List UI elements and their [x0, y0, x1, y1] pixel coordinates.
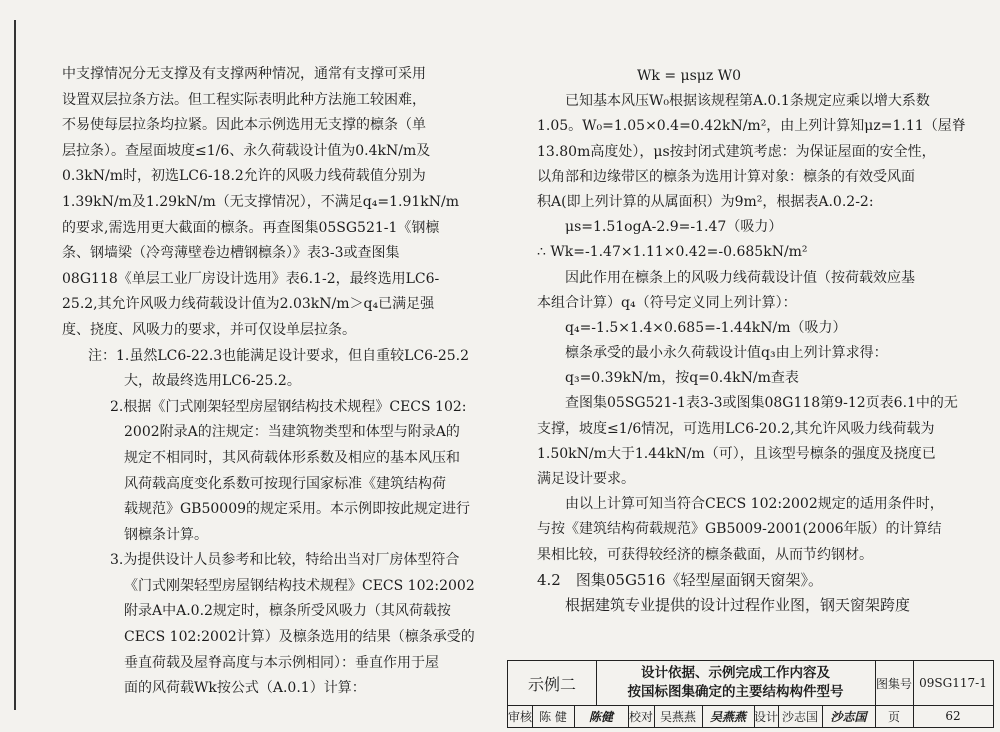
left-column	[62, 62, 494, 702]
text-line: 由以上计算可知当符合CECS 102:2002规定的适用条件时，	[565, 496, 944, 513]
formula-wk: ∴ Wk=-1.47×1.11×0.42=-0.685kN/m²	[537, 244, 808, 261]
text-line: 中支撑情况分无支撑及有支撑两种情况，通常有支撑可采用	[62, 66, 426, 82]
note-2-line: 载规范》GB50009的规定采用。本示例即按此规定进行	[124, 501, 471, 518]
text-line: 支撑，坡度≤1/6情况，可选用LC6-20.2,其允许风吸力线荷载为	[537, 420, 935, 437]
page-label: 页	[887, 709, 900, 724]
note-1-line: 大，故最终选用LC6-25.2。	[124, 373, 301, 390]
atlas-number: 09SG117-1	[919, 676, 987, 690]
design-label: 设计	[754, 709, 779, 724]
text-line: q₃=0.39kN/m，按q=0.4kN/m查表	[565, 370, 799, 387]
atlas-number-label: 图集号	[875, 676, 912, 691]
note-2-line: 2.根据《门式刚架轻型房屋钢结构技术规程》CECS 102:	[110, 398, 467, 415]
note-2-line: 规定不相同时，其风荷载体形系数及相应的基本风压和	[124, 449, 460, 466]
text-line: 1.05。W₀=1.05×0.4=0.42kN/m²，由上列计算知μz=1.11（屋脊	[537, 118, 966, 135]
notes	[62, 344, 494, 702]
checker-signature: 吴燕燕	[709, 709, 746, 724]
text-line: 檩条承受的最小永久荷载设计值q₃由上列计算求得：	[565, 345, 888, 362]
text-line: 设置双层拉条方法。但工程实际表明此种方法施工较困难，	[62, 91, 426, 108]
text-line: 08G118《单层工业厂房设计选用》表6.1-2，最终选用LC6-	[62, 270, 440, 287]
text-line: 以角部和边缘带区的檩条为选用计算对象：檩条的有效受风面	[537, 168, 915, 185]
text-line: 查图集05SG521-1表3-3或图集08G118第9-12页表6.1中的无	[565, 395, 958, 412]
note-3-line: 面的风荷载Wk按公式（A.0.1）计算：	[124, 680, 366, 697]
drawing-title-line: 按国标图集确定的主要结构构件型号	[627, 684, 844, 700]
text-line: 不易使每层拉条均拉紧。因此本示例选用无支撑的檩条（单	[62, 117, 426, 134]
text-line: 25.2,其允许风吸力线荷载设计值为2.03kN/m＞q₄已满足强	[62, 296, 435, 313]
text-line: 1.50kN/m大于1.44kN/m（可），且该型号檩条的强度及挠度已	[537, 445, 936, 462]
text-line: 层拉条）。查屋面坡度≤1/6、永久荷载设计值为0.4kN/m及	[62, 142, 431, 159]
note-3-line: 3.为提供设计人员参考和比较，特给出当对厂房体型符合	[110, 552, 460, 569]
review-label: 审核	[508, 709, 533, 724]
title-block	[507, 660, 994, 728]
example-label: 示例二	[527, 674, 576, 694]
text-line: 0.3kN/m时，初选LC6-18.2允许的风吸力线荷载值分别为	[62, 168, 426, 185]
text-line: 已知基本风压W₀根据该规程第A.0.1条规定应乘以增大系数	[565, 93, 930, 110]
formula-mus: μs=1.51ogA-2.9=-1.47（吸力）	[565, 219, 783, 236]
note-2-line: 2002附录A的注规定：当建筑物类型和体型与附录A的	[124, 424, 460, 441]
formula-wk-main: Wk = μsμz W0	[637, 68, 742, 84]
text-line: 果相比较，可获得较经济的檩条截面，从而节约钢材。	[537, 546, 873, 563]
reviewer-signature: 陈健	[588, 709, 613, 724]
note-3-line: 《门式刚架轻型房屋钢结构技术规程》CECS 102:2002	[124, 577, 475, 594]
text-line: 1.39kN/m及1.29kN/m（无支撑情况），不满足q₄=1.91kN/m	[62, 193, 459, 210]
binding-border	[14, 20, 16, 710]
formula-q4: q₄=-1.5×1.4×0.685=-1.44kN/m（吸力）	[565, 319, 847, 336]
text-line: 13.80m高度处），μs按封闭式建筑考虑：为保证屋面的安全性，	[537, 143, 936, 160]
text-line: 满足设计要求。	[537, 471, 635, 487]
drawing-title	[596, 661, 875, 705]
text-line: 与按《建筑结构荷载规范》GB5009-2001(2006年版）的计算结	[537, 521, 942, 538]
note-2-line: 风荷载高度变化系数可按现行国家标准《建筑结构荷	[124, 475, 446, 492]
note-1-line: 注：1.虽然LC6-22.3也能满足设计要求，但自重较LC6-25.2	[88, 347, 469, 364]
note-2-line: 钢檩条计算。	[124, 526, 208, 543]
text-line: 本组合计算）q₄（符号定义同上列计算）：	[537, 294, 797, 311]
designer-name: 沙志国	[781, 709, 818, 724]
checker-name: 吴燕燕	[659, 709, 696, 724]
designer-signature: 沙志国	[830, 709, 867, 724]
text-line: 条、钢墙梁（冷弯薄壁卷边槽钢檩条）》表3-3或查图集	[62, 245, 400, 262]
reviewer-name: 陈 健	[539, 709, 567, 724]
note-3-line: 垂直荷载及屋脊高度与本示例相同）：垂直作用于屋	[124, 654, 439, 671]
section-heading: 4.2 图集05G516《轻型屋面钢天窗架》。	[537, 570, 824, 589]
text-line: 根据建筑专业提供的设计过程作业图，钢天窗架跨度	[565, 595, 911, 614]
text-line: 的要求,需选用更大截面的檩条。再查图集05SG521-1《钢檩	[62, 219, 440, 236]
note-3-line: CECS 102:2002计算）及檩条选用的结果（檩条承受的	[124, 629, 475, 646]
text-line: 因此作用在檩条上的风吸力线荷载设计值（按荷载效应基	[565, 269, 915, 286]
right-column	[537, 64, 975, 618]
note-3-line: 附录A中A.0.2规定时，檩条所受风吸力（其风荷载按	[124, 603, 451, 620]
page-number: 62	[945, 709, 961, 723]
text-line: 积A(即上列计算的从属面积）为9m²，根据表A.0.2-2:	[537, 193, 874, 210]
text-line: 度、挠度、风吸力的要求，并可仅设单层拉条。	[62, 321, 356, 338]
drawing-title-line: 设计依据、示例完成工作内容及	[641, 665, 830, 681]
check-label: 校对	[628, 709, 653, 724]
